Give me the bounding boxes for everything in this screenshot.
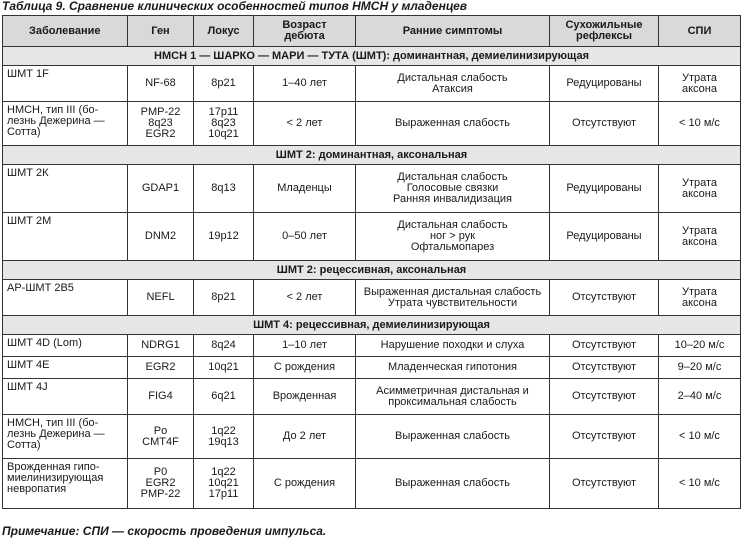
cell-locus: 1q22 10q21 17p11 [194,459,254,509]
header-onset: Возраст дебюта [254,16,356,47]
cell-spi: 9–20 м/с [659,357,741,379]
cell-disease: ШМТ 2К [3,165,128,213]
cell-locus: 10q21 [194,357,254,379]
table-row [3,379,741,415]
cell-onset: С рождения [254,357,356,379]
cell-gene: FIG4 [128,379,194,415]
cell-symptoms: Выраженная дистальная слабость Утрата чувствительности [356,280,550,316]
cell-locus: 17p11 8q23 10q21 [194,102,254,146]
header-row [3,16,741,47]
cell-spi: Утрата аксона [659,280,741,316]
header-gene: Ген [128,16,194,47]
cell-reflexes: Отсутствуют [550,335,659,357]
section-title: ШМТ 4: рецессивная, демиелинизирующая [3,316,741,335]
cell-gene: NDRG1 [128,335,194,357]
cell-locus: 6q21 [194,379,254,415]
cell-reflexes: Отсутствуют [550,459,659,509]
header-reflexes: Сухожильные рефлексы [550,16,659,47]
cell-locus: 1q22 19q13 [194,415,254,459]
cell-locus: 19p12 [194,213,254,261]
cell-onset: 1–40 лет [254,66,356,102]
table-caption: Таблица 9. Сравнение клинических особенностей типов НМСН у младенцев [2,0,468,13]
cell-disease: ШМТ 4D (Lom) [3,335,128,357]
header-locus: Локус [194,16,254,47]
cell-reflexes: Редуцированы [550,66,659,102]
table-row [3,459,741,509]
cell-spi: 10–20 м/с [659,335,741,357]
cell-gene: NF-68 [128,66,194,102]
section-row [3,47,741,66]
cell-disease: ШМТ 4Е [3,357,128,379]
cell-gene: NEFL [128,280,194,316]
cell-spi: 2–40 м/с [659,379,741,415]
section-row [3,316,741,335]
cell-symptoms: Выраженная слабость [356,415,550,459]
cell-spi: Утрата аксона [659,165,741,213]
cell-gene: P0 EGR2 PMP-22 [128,459,194,509]
section-title: ШМТ 2: рецессивная, аксональная [3,261,741,280]
cell-locus: 8q24 [194,335,254,357]
cell-spi: < 10 м/с [659,102,741,146]
section-row [3,146,741,165]
cell-reflexes: Редуцированы [550,165,659,213]
table-row [3,165,741,213]
cell-onset: С рождения [254,459,356,509]
cell-symptoms: Дистальная слабость Атаксия [356,66,550,102]
section-title: НМСН 1 — ШАРКО — МАРИ — ТУТА (ШМТ): доминантная, демиелинизирующая [3,47,741,66]
cell-disease: НМСН, тип III (бо- лезнь Дежерина — Сотта) [3,415,128,459]
header-symptoms: Ранние симптомы [356,16,550,47]
cell-disease: ШМТ 1F [3,66,128,102]
cell-onset: 0–50 лет [254,213,356,261]
table-row [3,102,741,146]
cell-onset: Младенцы [254,165,356,213]
cell-spi: Утрата аксона [659,213,741,261]
cell-symptoms: Выраженная слабость [356,102,550,146]
cell-reflexes: Отсутствуют [550,379,659,415]
cell-disease: АР-ШМТ 2В5 [3,280,128,316]
table-row [3,335,741,357]
table-row [3,280,741,316]
cell-gene: Po CMT4F [128,415,194,459]
cell-symptoms: Дистальная слабость Голосовые связки Ранняя инвалидизация [356,165,550,213]
cell-gene: EGR2 [128,357,194,379]
cell-symptoms: Младенческая гипотония [356,357,550,379]
cell-disease: ШМТ 2М [3,213,128,261]
cell-spi: < 10 м/с [659,459,741,509]
cell-onset: Врожденная [254,379,356,415]
cell-onset: 1–10 лет [254,335,356,357]
cell-gene: PMP-22 8q23 EGR2 [128,102,194,146]
table-note: Примечание: СПИ — скорость проведения импульса. [2,524,327,538]
cell-gene: DNM2 [128,213,194,261]
cell-symptoms: Выраженная слабость [356,459,550,509]
header-spi: СПИ [659,16,741,47]
table-row [3,66,741,102]
cell-locus: 8q13 [194,165,254,213]
cell-spi: < 10 м/с [659,415,741,459]
table-row [3,213,741,261]
hmsn-table [2,15,741,509]
section-title: ШМТ 2: доминантная, аксональная [3,146,741,165]
cell-reflexes: Отсутствуют [550,357,659,379]
cell-disease: ШМТ 4J [3,379,128,415]
table-body [3,47,741,509]
cell-locus: 8p21 [194,280,254,316]
cell-onset: До 2 лет [254,415,356,459]
table-row [3,357,741,379]
cell-symptoms: Асимметричная дистальная и проксимальная слабость [356,379,550,415]
cell-disease: НМСН, тип III (бо- лезнь Дежерина — Сотта) [3,102,128,146]
cell-symptoms: Дистальная слабость ног > рук Офтальмопарез [356,213,550,261]
cell-disease: Врожденная гипо- миелинизирующая невропатия [3,459,128,509]
cell-gene: GDAP1 [128,165,194,213]
cell-symptoms: Нарушение походки и слуха [356,335,550,357]
cell-reflexes: Отсутствуют [550,415,659,459]
cell-spi: Утрата аксона [659,66,741,102]
cell-reflexes: Редуцированы [550,213,659,261]
cell-locus: 8p21 [194,66,254,102]
cell-reflexes: Отсутствуют [550,102,659,146]
cell-reflexes: Отсутствуют [550,280,659,316]
cell-onset: < 2 лет [254,280,356,316]
section-row [3,261,741,280]
header-disease: Заболевание [3,16,128,47]
table-row [3,415,741,459]
cell-onset: < 2 лет [254,102,356,146]
